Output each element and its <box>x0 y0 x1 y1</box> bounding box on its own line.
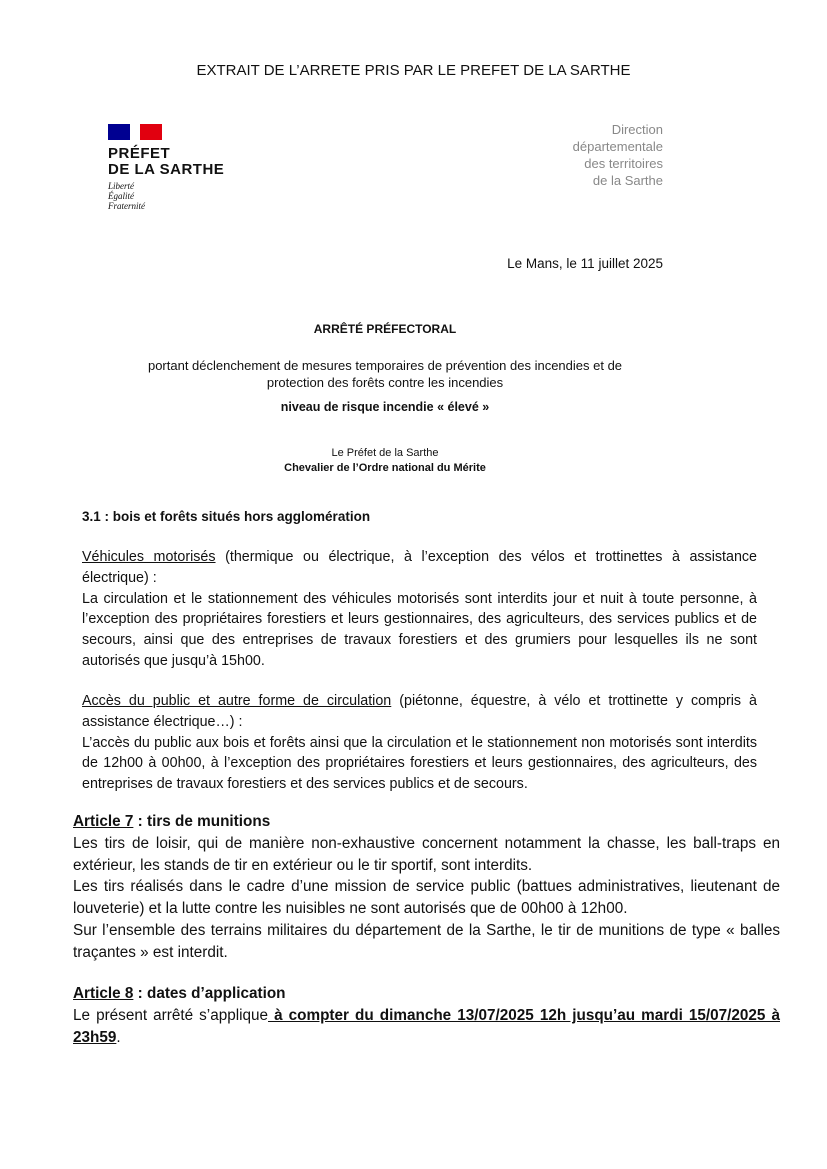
decree-type: ARRÊTÉ PRÉFECTORAL <box>313 322 457 336</box>
motto-line: Fraternité <box>108 201 145 211</box>
article-8 <box>73 983 780 1048</box>
signatory-line: Le Préfet de la Sarthe <box>331 447 439 459</box>
service-name <box>500 121 663 189</box>
prefet-logo <box>108 124 224 211</box>
motto <box>108 181 224 211</box>
article-end: . <box>116 1028 121 1046</box>
subject-line: portant déclenchement de mesures temporaires de prévention des incendies et de <box>147 358 623 373</box>
extract-title: EXTRAIT DE L’ARRETE PRIS PAR LE PREFET DE LA SARTHE <box>196 62 631 79</box>
paragraph-body: La circulation et le stationnement des véhicules motorisés sont interdits jour et nuit à toute personne, à l’exception des propriétaires forestiers et leurs gestionnaires, des agriculteurs, des services publics et de secours, ainsi que des entreprises de travaux forestiers et des grumiers pour lesquelles ils ne sont autorisés que jusqu’à 15h00. <box>82 590 757 669</box>
paragraph-intro: (thermique ou électrique, à l’exception des vélos et trottinettes à assistance électrique) : <box>82 549 758 586</box>
motto-line: Égalité <box>108 191 134 201</box>
decree-subject <box>80 357 690 391</box>
article-label: Article 7 <box>73 813 134 830</box>
paragraph-heading: Véhicules motorisés <box>82 549 216 565</box>
motto-line: Liberté <box>108 181 134 191</box>
service-line: de la Sarthe <box>592 173 663 188</box>
paragraph-intro: (piétonne, équestre, à vélo et trottinette y compris à assistance électrique…) : <box>82 693 757 730</box>
signatory-line: Chevalier de l’Ordre national du Mérite <box>284 462 486 474</box>
marianne-flag-icon <box>108 124 162 140</box>
article-paragraph: Les tirs réalisés dans le cadre d’une mission de service public (battues administratives, lieutenant de louveterie) et la lutte contre les nuisibles ne sont autorisés que de 00h00 à 12h00. <box>73 878 780 918</box>
service-line: des territoires <box>584 156 663 171</box>
application-dates: à compter du dimanche 13/07/2025 12h jusqu’au mardi 15/07/2025 à 23h59 <box>73 1006 780 1046</box>
date-line: Le Mans, le 11 juillet 2025 <box>507 256 663 271</box>
paragraph-body: L’accès du public aux bois et forêts ainsi que la circulation et le stationnement non motorisés sont interdits de 12h00 à 00h00, à l’exception des propriétaires forestiers et leurs gestionnaires, des agriculteurs, des entreprises de travaux forestiers et des services publics et de secours. <box>82 734 757 793</box>
risk-level: niveau de risque incendie « élevé » <box>280 400 490 414</box>
article-title: : tirs de munitions <box>133 813 271 830</box>
article-title: : dates d’application <box>133 985 286 1002</box>
article-text: Le présent arrêté s’applique <box>73 1006 269 1024</box>
signatory <box>80 446 690 476</box>
article-label: Article 8 <box>73 985 134 1002</box>
subject-line: protection des forêts contre les incendies <box>266 375 504 390</box>
paragraph-vehicles <box>82 547 757 672</box>
article-paragraph: Sur l’ensemble des terrains militaires du département de la Sarthe, le tir de munitions de type « balles traçantes » est interdit. <box>73 921 780 961</box>
logo-line: PRÉFET <box>108 145 171 162</box>
section-title: 3.1 : bois et forêts situés hors agglomération <box>82 509 371 524</box>
article-7 <box>73 811 780 964</box>
article-paragraph: Les tirs de loisir, qui de manière non-exhaustive concernent notamment la chasse, les ball-traps en extérieur, les stands de tir en extérieur ou le tir sportif, sont interdits. <box>73 834 780 874</box>
logo-line: DE LA SARTHE <box>108 161 225 178</box>
logo-text <box>108 146 224 178</box>
paragraph-public-access <box>82 691 757 795</box>
service-line: départementale <box>572 139 663 154</box>
service-line: Direction <box>611 122 663 137</box>
paragraph-heading: Accès du public et autre forme de circulation <box>82 693 392 709</box>
